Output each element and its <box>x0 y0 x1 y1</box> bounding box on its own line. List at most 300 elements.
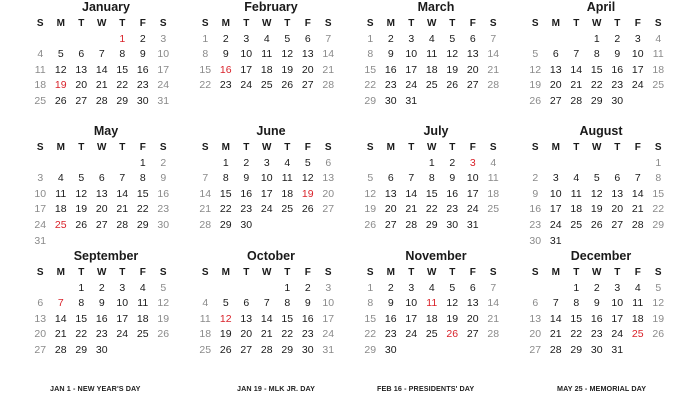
day-cell: 14 <box>116 187 129 200</box>
day-cell: 26 <box>219 343 232 356</box>
day-cell: 4 <box>655 32 662 45</box>
day-cell: 11 <box>137 297 149 310</box>
month-grid <box>525 16 677 110</box>
weekday-header: M <box>221 142 230 153</box>
day-cell: 15 <box>199 63 212 76</box>
weekday-header: T <box>284 142 291 153</box>
day-cell: 22 <box>199 79 212 92</box>
weekday-header: S <box>531 267 539 278</box>
day-cell: 21 <box>405 203 418 216</box>
weekday-header: W <box>592 142 602 153</box>
day-cell: 3 <box>634 32 641 45</box>
day-cell: 17 <box>260 187 273 200</box>
weekday-header: S <box>324 142 332 153</box>
day-cell: 9 <box>160 172 167 185</box>
day-cell: 18 <box>34 79 47 92</box>
day-cell: 10 <box>405 48 418 61</box>
day-cell: 2 <box>160 156 167 169</box>
day-cell: 24 <box>240 79 253 92</box>
holiday-day: 12 <box>219 312 232 325</box>
day-cell: 2 <box>387 32 394 45</box>
day-cell: 18 <box>425 312 438 325</box>
day-cell: 29 <box>116 94 129 107</box>
day-cell: 25 <box>136 328 149 341</box>
day-cell: 14 <box>405 187 418 200</box>
day-cell: 22 <box>425 203 438 216</box>
day-cell: 9 <box>304 297 311 310</box>
day-cell: 22 <box>136 203 149 216</box>
month-grid <box>195 140 347 234</box>
day-cell: 12 <box>529 63 542 76</box>
month-title: January <box>82 0 130 14</box>
month-title: August <box>579 124 623 138</box>
day-cell: 16 <box>590 312 603 325</box>
day-cell: 30 <box>384 94 397 107</box>
day-cell: 24 <box>611 328 624 341</box>
weekday-header: T <box>449 142 456 153</box>
day-cell: 14 <box>549 312 562 325</box>
weekday-header: W <box>262 18 272 29</box>
day-cell: 30 <box>157 218 170 231</box>
day-cell: 15 <box>590 63 603 76</box>
weekday-header: F <box>304 267 311 278</box>
day-cell: 1 <box>202 32 209 45</box>
day-cell: 27 <box>529 343 542 356</box>
weekday-header: T <box>408 18 415 29</box>
day-cell: 20 <box>384 203 397 216</box>
holiday-day: 25 <box>54 218 67 231</box>
day-cell: 19 <box>219 328 232 341</box>
day-cell: 15 <box>116 63 129 76</box>
weekday-header: T <box>119 18 126 29</box>
day-cell: 27 <box>301 79 314 92</box>
day-cell: 23 <box>95 328 108 341</box>
day-cell: 23 <box>240 203 253 216</box>
weekday-header: T <box>408 142 415 153</box>
day-cell: 31 <box>322 343 335 356</box>
weekday-header: M <box>221 18 230 29</box>
day-cell: 12 <box>301 172 314 185</box>
holiday-day: 16 <box>219 63 232 76</box>
day-cell: 16 <box>240 187 253 200</box>
day-cell: 23 <box>529 218 542 231</box>
day-cell: 10 <box>611 297 624 310</box>
month-may <box>30 124 182 249</box>
weekday-header: F <box>469 142 476 153</box>
weekday-header: S <box>159 142 167 153</box>
holiday-day: 3 <box>469 156 476 169</box>
day-cell: 28 <box>199 218 212 231</box>
day-cell: 7 <box>490 281 497 294</box>
month-title: October <box>247 249 295 263</box>
weekday-header: T <box>78 18 85 29</box>
day-cell: 2 <box>222 32 229 45</box>
day-cell: 5 <box>160 281 167 294</box>
day-cell: 5 <box>449 32 456 45</box>
day-cell: 25 <box>652 79 665 92</box>
day-cell: 10 <box>631 48 644 61</box>
day-cell: 24 <box>260 203 273 216</box>
day-cell: 22 <box>281 328 294 341</box>
day-cell: 19 <box>446 312 459 325</box>
holiday-day: 7 <box>57 297 64 310</box>
day-cell: 24 <box>631 79 644 92</box>
day-cell: 26 <box>301 203 314 216</box>
weekday-header: S <box>324 267 332 278</box>
month-grid <box>30 16 182 110</box>
day-cell: 26 <box>54 94 67 107</box>
month-august <box>525 124 677 249</box>
day-cell: 24 <box>466 203 479 216</box>
weekday-header: F <box>469 18 476 29</box>
day-cell: 25 <box>199 343 212 356</box>
day-cell: 29 <box>425 218 438 231</box>
day-cell: 5 <box>222 297 229 310</box>
day-cell: 27 <box>611 218 624 231</box>
weekday-header: T <box>243 142 250 153</box>
weekday-header: T <box>284 267 291 278</box>
day-cell: 23 <box>611 79 624 92</box>
day-cell: 10 <box>549 187 562 200</box>
weekday-header: M <box>551 18 560 29</box>
month-grid <box>30 265 182 359</box>
weekday-header: T <box>614 267 621 278</box>
day-cell: 17 <box>405 312 418 325</box>
day-cell: 5 <box>78 172 85 185</box>
day-cell: 22 <box>364 328 377 341</box>
month-grid <box>360 16 512 110</box>
day-cell: 24 <box>405 328 418 341</box>
weekday-header: T <box>408 267 415 278</box>
day-cell: 8 <box>593 48 600 61</box>
day-cell: 28 <box>570 94 583 107</box>
day-cell: 11 <box>261 48 273 61</box>
day-cell: 13 <box>301 48 314 61</box>
weekday-header: W <box>97 267 107 278</box>
day-cell: 4 <box>573 172 580 185</box>
weekday-header: W <box>427 142 437 153</box>
day-cell: 20 <box>75 79 88 92</box>
day-cell: 9 <box>614 48 621 61</box>
month-july <box>360 124 512 234</box>
day-cell: 5 <box>449 281 456 294</box>
day-cell: 24 <box>157 79 170 92</box>
weekday-header: T <box>573 267 580 278</box>
day-cell: 6 <box>387 172 394 185</box>
day-cell: 11 <box>570 187 582 200</box>
day-cell: 8 <box>573 297 580 310</box>
day-cell: 7 <box>634 172 641 185</box>
day-cell: 7 <box>325 32 332 45</box>
day-cell: 26 <box>75 218 88 231</box>
month-grid <box>30 140 182 249</box>
day-cell: 19 <box>446 63 459 76</box>
day-cell: 29 <box>652 218 665 231</box>
weekday-header: S <box>531 18 539 29</box>
weekday-header: S <box>324 18 332 29</box>
month-grid <box>360 140 512 234</box>
day-cell: 12 <box>157 297 170 310</box>
day-cell: 20 <box>240 328 253 341</box>
day-cell: 19 <box>652 312 665 325</box>
month-title: April <box>586 0 616 14</box>
day-cell: 5 <box>57 48 64 61</box>
day-cell: 14 <box>487 297 500 310</box>
day-cell: 26 <box>446 79 459 92</box>
holiday-day: 19 <box>301 187 314 200</box>
day-cell: 8 <box>222 172 229 185</box>
day-cell: 12 <box>75 187 88 200</box>
day-cell: 18 <box>260 63 273 76</box>
day-cell: 23 <box>446 203 459 216</box>
weekday-header: T <box>78 142 85 153</box>
day-cell: 4 <box>428 32 435 45</box>
day-cell: 13 <box>384 187 397 200</box>
day-cell: 12 <box>652 297 665 310</box>
day-cell: 28 <box>322 79 335 92</box>
day-cell: 16 <box>529 203 542 216</box>
day-cell: 21 <box>631 203 644 216</box>
day-cell: 4 <box>284 156 291 169</box>
day-cell: 21 <box>322 63 335 76</box>
day-cell: 7 <box>408 172 415 185</box>
day-cell: 30 <box>529 234 542 247</box>
day-cell: 28 <box>260 343 273 356</box>
day-cell: 3 <box>160 32 167 45</box>
weekday-header: T <box>119 267 126 278</box>
day-cell: 18 <box>487 187 500 200</box>
day-cell: 25 <box>281 203 294 216</box>
day-cell: 9 <box>243 172 250 185</box>
month-december <box>525 249 677 359</box>
day-cell: 15 <box>364 312 377 325</box>
day-cell: 19 <box>529 79 542 92</box>
day-cell: 11 <box>632 297 644 310</box>
day-cell: 21 <box>116 203 129 216</box>
day-cell: 18 <box>199 328 212 341</box>
month-grid <box>525 265 677 359</box>
day-cell: 22 <box>219 203 232 216</box>
day-cell: 4 <box>202 297 209 310</box>
day-cell: 27 <box>466 328 479 341</box>
day-cell: 11 <box>55 187 67 200</box>
weekday-header: W <box>427 267 437 278</box>
day-cell: 18 <box>425 63 438 76</box>
day-cell: 15 <box>136 187 149 200</box>
day-cell: 8 <box>284 297 291 310</box>
day-cell: 26 <box>157 328 170 341</box>
weekday-header: F <box>139 142 146 153</box>
day-cell: 17 <box>611 312 624 325</box>
day-cell: 26 <box>652 328 665 341</box>
month-title: February <box>244 0 298 14</box>
day-cell: 9 <box>98 297 105 310</box>
day-cell: 8 <box>119 48 126 61</box>
holiday-day: 19 <box>54 79 67 92</box>
weekday-header: W <box>262 142 272 153</box>
day-cell: 14 <box>95 63 108 76</box>
day-cell: 27 <box>549 94 562 107</box>
day-cell: 21 <box>487 63 500 76</box>
day-cell: 25 <box>425 79 438 92</box>
day-cell: 4 <box>263 32 270 45</box>
weekday-header: S <box>489 18 497 29</box>
day-cell: 20 <box>529 328 542 341</box>
day-cell: 2 <box>532 172 539 185</box>
day-cell: 16 <box>384 312 397 325</box>
day-cell: 21 <box>549 328 562 341</box>
day-cell: 22 <box>116 79 129 92</box>
day-cell: 24 <box>322 328 335 341</box>
weekday-header: M <box>386 267 395 278</box>
month-title: May <box>93 124 119 138</box>
day-cell: 10 <box>240 48 253 61</box>
day-cell: 10 <box>116 297 129 310</box>
day-cell: 2 <box>387 281 394 294</box>
day-cell: 19 <box>75 203 88 216</box>
day-cell: 6 <box>325 156 332 169</box>
day-cell: 24 <box>405 79 418 92</box>
day-cell: 15 <box>652 187 665 200</box>
day-cell: 23 <box>384 328 397 341</box>
day-cell: 23 <box>301 328 314 341</box>
day-cell: 28 <box>549 343 562 356</box>
day-cell: 3 <box>263 156 270 169</box>
weekday-header: F <box>634 267 641 278</box>
day-cell: 20 <box>611 203 624 216</box>
day-cell: 7 <box>263 297 270 310</box>
weekday-header: M <box>386 142 395 153</box>
day-cell: 15 <box>281 312 294 325</box>
weekday-header: T <box>614 142 621 153</box>
month-february <box>195 0 347 94</box>
day-cell: 17 <box>157 63 170 76</box>
day-cell: 8 <box>139 172 146 185</box>
day-cell: 2 <box>98 281 105 294</box>
day-cell: 23 <box>136 79 149 92</box>
day-cell: 9 <box>532 187 539 200</box>
weekday-header: M <box>56 18 65 29</box>
weekday-header: S <box>36 18 44 29</box>
day-cell: 26 <box>281 79 294 92</box>
day-cell: 11 <box>199 312 211 325</box>
day-cell: 15 <box>75 312 88 325</box>
weekday-header: W <box>262 267 272 278</box>
day-cell: 5 <box>532 48 539 61</box>
day-cell: 28 <box>487 79 500 92</box>
month-grid <box>195 265 347 359</box>
day-cell: 11 <box>281 172 293 185</box>
day-cell: 13 <box>529 312 542 325</box>
holiday-label: JAN 1 - NEW YEAR'S DAY <box>50 384 141 393</box>
weekday-header: S <box>531 142 539 153</box>
day-cell: 16 <box>446 187 459 200</box>
weekday-header: T <box>573 142 580 153</box>
day-cell: 15 <box>425 187 438 200</box>
day-cell: 9 <box>387 48 394 61</box>
weekday-header: T <box>449 18 456 29</box>
holiday-day: 1 <box>119 32 126 45</box>
day-cell: 16 <box>136 63 149 76</box>
day-cell: 1 <box>573 281 580 294</box>
day-cell: 2 <box>139 32 146 45</box>
day-cell: 7 <box>573 48 580 61</box>
day-cell: 17 <box>240 63 253 76</box>
day-cell: 25 <box>487 203 500 216</box>
month-january <box>30 0 182 110</box>
day-cell: 31 <box>34 234 47 247</box>
day-cell: 11 <box>426 48 438 61</box>
day-cell: 30 <box>446 218 459 231</box>
day-cell: 16 <box>611 63 624 76</box>
holiday-label: MAY 25 - MEMORIAL DAY <box>557 384 647 393</box>
day-cell: 16 <box>384 63 397 76</box>
day-cell: 25 <box>425 328 438 341</box>
day-cell: 22 <box>75 328 88 341</box>
month-grid <box>360 265 512 359</box>
weekday-header: S <box>159 267 167 278</box>
day-cell: 6 <box>532 297 539 310</box>
day-cell: 1 <box>593 32 600 45</box>
day-cell: 29 <box>590 94 603 107</box>
weekday-header: S <box>201 18 209 29</box>
day-cell: 8 <box>655 172 662 185</box>
holiday-day: 26 <box>446 328 459 341</box>
day-cell: 2 <box>593 281 600 294</box>
day-cell: 4 <box>428 281 435 294</box>
day-cell: 7 <box>490 32 497 45</box>
weekday-header: M <box>386 18 395 29</box>
day-cell: 29 <box>364 94 377 107</box>
weekday-header: S <box>201 142 209 153</box>
day-cell: 18 <box>281 187 294 200</box>
day-cell: 13 <box>95 187 108 200</box>
day-cell: 10 <box>157 48 170 61</box>
holiday-label: JAN 19 - MLK JR. DAY <box>237 384 316 393</box>
weekday-header: W <box>97 18 107 29</box>
day-cell: 30 <box>240 218 253 231</box>
month-title: July <box>423 124 449 138</box>
day-cell: 13 <box>75 63 88 76</box>
weekday-header: M <box>551 267 560 278</box>
day-cell: 6 <box>304 32 311 45</box>
weekday-header: F <box>139 18 146 29</box>
day-cell: 3 <box>552 172 559 185</box>
day-cell: 30 <box>95 343 108 356</box>
weekday-header: T <box>119 142 126 153</box>
day-cell: 3 <box>37 172 44 185</box>
day-cell: 13 <box>322 172 335 185</box>
day-cell: 28 <box>95 94 108 107</box>
day-cell: 4 <box>139 281 146 294</box>
weekday-header: S <box>366 18 374 29</box>
day-cell: 6 <box>37 297 44 310</box>
day-cell: 25 <box>34 94 47 107</box>
day-cell: 27 <box>240 343 253 356</box>
weekday-header: S <box>366 142 374 153</box>
day-cell: 12 <box>54 63 67 76</box>
holiday-day: 25 <box>631 328 644 341</box>
month-september <box>30 249 182 359</box>
day-cell: 31 <box>157 94 170 107</box>
day-cell: 17 <box>322 312 335 325</box>
day-cell: 12 <box>446 297 459 310</box>
day-cell: 8 <box>367 48 374 61</box>
day-cell: 28 <box>54 343 67 356</box>
day-cell: 3 <box>325 281 332 294</box>
day-cell: 11 <box>487 172 499 185</box>
day-cell: 27 <box>75 94 88 107</box>
